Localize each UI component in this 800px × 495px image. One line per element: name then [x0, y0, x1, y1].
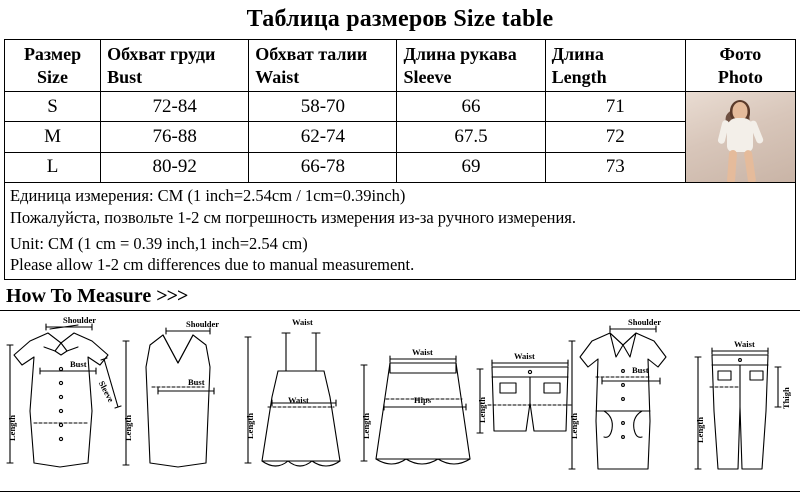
table-row [5, 92, 796, 122]
header-sleeve-ru: Длина рукава [403, 44, 517, 64]
cell-length: 72 [545, 122, 685, 152]
cell-bust: 72-84 [101, 92, 249, 122]
note-unit-en: Unit: CM (1 cm = 0.39 inch,1 inch=2.54 cm) [10, 233, 308, 253]
header-photo-en: Photo [717, 66, 763, 87]
cell-size: M [5, 122, 101, 152]
cell-length: 73 [545, 152, 685, 182]
header-waist-en: Waist [255, 66, 300, 87]
header-length [545, 40, 685, 92]
how-to-measure-label: How To Measure [6, 285, 152, 308]
svg-text:Length: Length [123, 415, 133, 442]
cell-waist: 58-70 [249, 92, 397, 122]
header-waist-ru: Обхват талии [255, 44, 368, 64]
cell-length: 71 [545, 92, 685, 122]
measurement-notes [4, 183, 796, 280]
header-photo [685, 40, 795, 92]
svg-text:Sleeve: Sleeve [96, 379, 117, 404]
svg-text:Length: Length [569, 413, 579, 440]
diagram-blouse [7, 315, 121, 467]
note-unit-ru: Единица измерения: CM (1 inch=2.54cm / 1cm=0.39inch) [10, 186, 406, 205]
svg-text:Length: Length [361, 413, 371, 440]
diagram-shorts [477, 351, 572, 433]
svg-text:Bust: Bust [188, 377, 205, 388]
svg-text:Length: Length [7, 415, 17, 442]
svg-text:Bust: Bust [70, 359, 87, 370]
svg-text:Length: Length [477, 397, 487, 424]
cell-sleeve: 66 [397, 92, 545, 122]
note-allowance-en: Please allow 1-2 cm differences due to manual measurement. [10, 255, 415, 275]
svg-text:Waist: Waist [412, 347, 433, 358]
table-row [5, 152, 796, 182]
diagram-trousers [695, 339, 791, 469]
header-size [5, 40, 101, 92]
svg-text:Waist: Waist [292, 317, 313, 328]
size-table [4, 39, 796, 183]
header-bust-en: Bust [107, 66, 143, 87]
header-photo-ru: Фото [719, 44, 762, 64]
product-photo-cell [685, 92, 795, 183]
diagram-pinafore [245, 317, 340, 466]
svg-text:Shoulder: Shoulder [628, 317, 662, 328]
svg-text:Length: Length [245, 413, 255, 440]
cell-sleeve: 67.5 [397, 122, 545, 152]
model-illustration [712, 100, 768, 182]
cell-size: S [5, 92, 101, 122]
measurement-diagrams [0, 310, 800, 492]
how-to-measure-heading [6, 285, 800, 308]
cell-bust: 76-88 [101, 122, 249, 152]
product-photo [686, 92, 795, 182]
svg-text:Waist: Waist [514, 351, 535, 362]
header-size-ru: Размер [23, 44, 82, 64]
diagram-camisole [123, 319, 219, 467]
svg-text:Waist: Waist [288, 395, 309, 406]
cell-sleeve: 69 [397, 152, 545, 182]
table-row [5, 122, 796, 152]
note-allowance-ru: Пожалуйста, позвольте 1-2 см погрешность измерения из-за ручного измерения. [10, 207, 577, 227]
cell-waist: 66-78 [249, 152, 397, 182]
cell-waist: 62-74 [249, 122, 397, 152]
svg-text:Hips: Hips [414, 395, 432, 406]
cell-size: L [5, 152, 101, 182]
header-size-en: Size [37, 66, 69, 87]
cell-bust: 80-92 [101, 152, 249, 182]
header-length-en: Length [551, 66, 607, 87]
header-sleeve [397, 40, 545, 92]
how-to-measure-arrows: >>> [156, 285, 188, 308]
header-waist [249, 40, 397, 92]
svg-text:Thigh: Thigh [781, 387, 791, 410]
header-length-ru: Длина [551, 44, 604, 64]
svg-text:Shoulder: Shoulder [63, 315, 97, 326]
svg-text:Shoulder: Shoulder [186, 319, 220, 330]
svg-text:Waist: Waist [734, 339, 755, 350]
header-bust [101, 40, 249, 92]
diagram-coat [569, 317, 666, 469]
svg-text:Length: Length [695, 417, 705, 444]
table-header-row [5, 40, 796, 92]
page-title: Таблица размеров Size table [246, 6, 554, 32]
svg-text:Bust: Bust [632, 365, 649, 376]
header-bust-ru: Обхват груди [107, 44, 216, 64]
diagram-skirt [361, 347, 470, 464]
header-sleeve-en: Sleeve [403, 66, 452, 87]
